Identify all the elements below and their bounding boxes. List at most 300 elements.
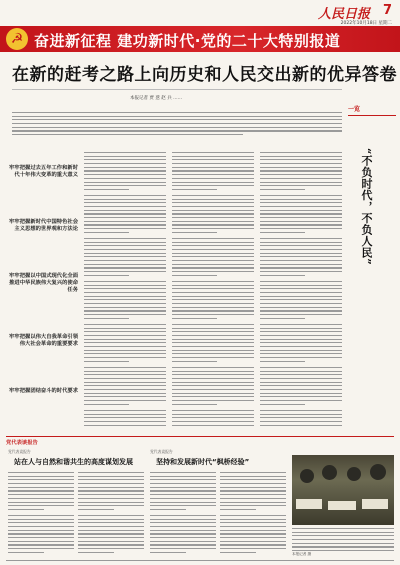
text-line [260, 228, 342, 229]
text-line [84, 417, 166, 418]
text-line [84, 374, 166, 375]
text-line [8, 490, 74, 491]
bottom-rule [6, 560, 394, 561]
text-line [260, 292, 342, 293]
text-line [172, 389, 254, 390]
text-line [84, 339, 166, 340]
text-line [84, 178, 166, 179]
text-line [172, 253, 254, 254]
text-line [84, 318, 129, 319]
text-line [260, 206, 342, 207]
text-line [8, 472, 74, 473]
text-line [260, 267, 342, 268]
text-line [8, 505, 74, 506]
text-line [172, 228, 254, 229]
text-line [172, 260, 254, 261]
text-line [260, 152, 342, 153]
text-line [172, 353, 254, 354]
text-line [84, 182, 166, 183]
text-line [78, 509, 114, 510]
text-line [260, 189, 305, 190]
text-line [84, 210, 166, 211]
text-line [84, 378, 166, 379]
text-line [84, 228, 166, 229]
text-line [78, 541, 144, 542]
text-line [172, 281, 254, 282]
text-line [172, 374, 254, 375]
text-line [78, 498, 144, 499]
text-line [172, 410, 254, 411]
text-line [84, 249, 166, 250]
text-line [84, 253, 166, 254]
text-line [172, 189, 217, 190]
text-line [292, 546, 394, 547]
text-line [78, 544, 144, 545]
text-line [172, 182, 254, 183]
text-line [260, 249, 342, 250]
text-line [84, 350, 166, 351]
section-heading[interactable]: 牢牢把握过去五年工作和新时代十年伟大变革的重大意义 [9, 165, 78, 178]
text-line [172, 199, 254, 200]
text-line [150, 552, 186, 553]
text-line [172, 417, 254, 418]
story-kicker: 党代表谈报告 [8, 449, 31, 454]
text-line [260, 253, 342, 254]
text-line [84, 264, 166, 265]
text-line [260, 303, 342, 304]
text-line [260, 389, 342, 390]
text-line [8, 522, 74, 523]
text-line [260, 271, 342, 272]
byline: 本报记者 贾 葱 赵 兵 …… [130, 96, 183, 101]
text-line [260, 245, 342, 246]
text-line [172, 206, 254, 207]
text-line [260, 174, 342, 175]
text-line [8, 526, 74, 527]
text-line [84, 199, 166, 200]
text-line [172, 346, 254, 347]
text-line [172, 350, 254, 351]
text-line [172, 156, 254, 157]
text-line [172, 404, 217, 405]
feature-title[interactable]: “不负时代，不负人民” [360, 148, 373, 266]
text-line [172, 299, 254, 300]
text-line [172, 217, 254, 218]
text-line [220, 498, 286, 499]
text-line [172, 256, 254, 257]
text-line [84, 342, 166, 343]
text-line [260, 417, 342, 418]
text-line [84, 328, 166, 329]
text-line [260, 410, 342, 411]
text-line [172, 245, 254, 246]
text-line [292, 532, 394, 533]
text-line [78, 537, 144, 538]
text-line [260, 224, 342, 225]
text-line [84, 382, 166, 383]
section-heading[interactable]: 牢牢把握以伟大自我革命引领伟大社会革命的重要要求 [9, 334, 78, 347]
text-line [260, 281, 342, 282]
special-report-banner [0, 26, 400, 52]
text-line [8, 502, 74, 503]
text-line [84, 331, 166, 332]
text-line [172, 421, 254, 422]
text-line [172, 224, 254, 225]
text-line [260, 213, 342, 214]
text-line [260, 353, 342, 354]
text-line [150, 502, 216, 503]
text-line [78, 476, 144, 477]
text-line [84, 213, 166, 214]
text-line [172, 185, 254, 186]
text-line [150, 537, 216, 538]
text-line [172, 385, 254, 386]
text-line [84, 292, 166, 293]
text-line [172, 232, 217, 233]
text-line [172, 396, 254, 397]
text-line [8, 548, 74, 549]
text-line [260, 163, 342, 164]
text-line [260, 324, 342, 325]
text-line [84, 221, 166, 222]
text-line [172, 296, 254, 297]
page-number: 7 [382, 3, 392, 18]
text-line [8, 479, 74, 480]
text-line [84, 260, 166, 261]
article-column-2 [172, 152, 254, 427]
text-line [260, 339, 342, 340]
text-line [260, 361, 305, 362]
text-line [84, 425, 166, 426]
text-line [172, 357, 254, 358]
text-line [172, 288, 254, 289]
text-line [172, 414, 254, 415]
text-line [260, 275, 305, 276]
text-line [260, 195, 342, 196]
text-line [172, 318, 217, 319]
text-line [8, 544, 74, 545]
text-line [84, 224, 166, 225]
text-line [78, 479, 144, 480]
text-line [150, 509, 186, 510]
text-line [260, 328, 342, 329]
text-line [84, 307, 166, 308]
text-line [260, 242, 342, 243]
text-line [172, 163, 254, 164]
text-line [84, 303, 166, 304]
text-line [78, 505, 144, 506]
text-line [220, 552, 256, 553]
text-line [78, 494, 144, 495]
text-line [260, 210, 342, 211]
dateline: 2022年10月18日 星期二 [340, 21, 392, 26]
text-line [78, 552, 114, 553]
text-line [172, 303, 254, 304]
text-line [84, 232, 129, 233]
text-line [172, 310, 254, 311]
text-line [84, 396, 166, 397]
text-line [84, 159, 166, 160]
text-line [172, 367, 254, 368]
text-line [84, 174, 166, 175]
text-line [260, 170, 342, 171]
text-line [8, 541, 74, 542]
text-line [220, 505, 286, 506]
text-line [292, 539, 394, 540]
text-line [172, 170, 254, 171]
text-line [172, 324, 254, 325]
text-line [150, 522, 216, 523]
text-line [172, 393, 254, 394]
text-line [172, 178, 254, 179]
text-line [84, 217, 166, 218]
text-line [84, 267, 166, 268]
text-line [150, 494, 216, 495]
text-line [260, 299, 342, 300]
text-line [260, 374, 342, 375]
text-line [260, 342, 342, 343]
text-line [260, 400, 342, 401]
text-line [84, 285, 166, 286]
text-line [84, 245, 166, 246]
text-line [172, 242, 254, 243]
text-line [172, 202, 254, 203]
text-line [260, 260, 342, 261]
text-line [84, 152, 166, 153]
text-line [84, 156, 166, 157]
text-line [84, 421, 166, 422]
article-column-1 [84, 152, 166, 427]
text-line [78, 530, 144, 531]
text-line [84, 275, 129, 276]
text-line [84, 393, 166, 394]
banner-title: 奋进新征程 建功新时代·党的二十大特别报道 [34, 32, 341, 50]
text-line [150, 476, 216, 477]
text-line [78, 519, 144, 520]
text-line [84, 281, 166, 282]
text-line [150, 487, 216, 488]
text-line [260, 256, 342, 257]
text-line [260, 371, 342, 372]
masthead-logo: 人民日报 [317, 7, 370, 22]
story-2-column-a [150, 472, 216, 557]
right-column-label: 一览 [348, 104, 396, 116]
text-line [172, 331, 254, 332]
text-line [220, 490, 286, 491]
text-line [260, 393, 342, 394]
text-line [172, 339, 254, 340]
text-line [84, 404, 129, 405]
text-line [260, 314, 342, 315]
text-line [172, 271, 254, 272]
text-line [220, 530, 286, 531]
text-line [172, 167, 254, 168]
text-line [150, 530, 216, 531]
section-label: 党代表谈报告 [6, 440, 38, 446]
text-line [84, 185, 166, 186]
story-kicker: 党代表谈报告 [150, 449, 173, 454]
text-line [260, 335, 342, 336]
text-line [8, 537, 74, 538]
text-line [8, 515, 74, 516]
text-line [260, 357, 342, 358]
text-line [172, 382, 254, 383]
text-line [84, 189, 129, 190]
text-line [84, 371, 166, 372]
text-line [172, 213, 254, 214]
text-line [150, 490, 216, 491]
text-line [220, 476, 286, 477]
text-line [260, 221, 342, 222]
text-line [172, 195, 254, 196]
text-line [8, 476, 74, 477]
text-line [220, 515, 286, 516]
text-line [150, 548, 216, 549]
text-line [172, 275, 217, 276]
story-2-column-b [220, 472, 286, 557]
text-line [260, 350, 342, 351]
text-line [172, 335, 254, 336]
text-line [260, 217, 342, 218]
story-title[interactable]: 站在人与自然和谐共生的高度谋划发展 [14, 458, 133, 466]
text-line [78, 533, 144, 534]
text-line [260, 367, 342, 368]
text-line [260, 167, 342, 168]
text-line [260, 331, 342, 332]
article-column-3 [260, 152, 342, 427]
text-line [260, 288, 342, 289]
text-line [260, 285, 342, 286]
article-lede [12, 112, 342, 142]
text-line [172, 425, 254, 426]
text-line [260, 425, 342, 426]
text-line [150, 533, 216, 534]
text-line [260, 199, 342, 200]
text-line [260, 378, 342, 379]
text-line [84, 256, 166, 257]
text-line [84, 202, 166, 203]
party-emblem-icon: ☭ [6, 28, 28, 50]
news-photo[interactable] [292, 455, 394, 525]
section-heading[interactable]: 牢牢把握以中国式现代化全面推进中华民族伟大复兴的使命任务 [9, 273, 78, 293]
text-line [260, 307, 342, 308]
text-line [172, 285, 254, 286]
text-line [172, 307, 254, 308]
text-line [172, 221, 254, 222]
text-line [260, 232, 305, 233]
text-line [260, 296, 342, 297]
text-line [150, 505, 216, 506]
text-line [220, 472, 286, 473]
text-line [260, 396, 342, 397]
text-line [260, 421, 342, 422]
section-heading[interactable]: 牢牢把握新时代中国特色社会主义思想的世界观和方法论 [9, 219, 78, 232]
text-line [172, 371, 254, 372]
right-column [348, 104, 396, 429]
text-line [78, 487, 144, 488]
text-line [220, 533, 286, 534]
text-line [260, 185, 342, 186]
text-line [150, 544, 216, 545]
text-line [172, 328, 254, 329]
text-line [220, 502, 286, 503]
text-line [220, 522, 286, 523]
text-line [8, 498, 74, 499]
text-line [150, 479, 216, 480]
text-line [220, 548, 286, 549]
text-line [150, 498, 216, 499]
text-line [8, 519, 74, 520]
text-line [84, 367, 166, 368]
text-line [150, 519, 216, 520]
text-line [260, 382, 342, 383]
text-line [8, 483, 74, 484]
text-line [84, 410, 166, 411]
text-line [84, 238, 166, 239]
text-line [220, 509, 256, 510]
text-line [84, 400, 166, 401]
text-line [84, 167, 166, 168]
text-line [84, 310, 166, 311]
text-line [84, 195, 166, 196]
text-line [78, 548, 144, 549]
section-heading[interactable]: 牢牢把握团结奋斗的时代要求 [9, 388, 78, 394]
text-line [220, 541, 286, 542]
text-line [84, 163, 166, 164]
text-line [150, 526, 216, 527]
text-line [8, 552, 44, 553]
text-line [172, 400, 254, 401]
text-line [172, 361, 217, 362]
text-line [78, 522, 144, 523]
text-line [260, 238, 342, 239]
text-line [172, 342, 254, 343]
section-bar [6, 436, 394, 444]
text-line [172, 292, 254, 293]
text-line [78, 483, 144, 484]
story-title[interactable]: 坚持和发展新时代“枫桥经验” [156, 458, 250, 466]
text-line [84, 299, 166, 300]
text-line [172, 267, 254, 268]
text-line [78, 472, 144, 473]
text-line [84, 361, 129, 362]
text-line [84, 314, 166, 315]
main-headline[interactable]: 在新的赶考之路上向历史和人民交出新的优异答卷 [12, 65, 397, 85]
text-line [78, 490, 144, 491]
text-line [260, 264, 342, 265]
text-line [260, 182, 342, 183]
text-line [84, 385, 166, 386]
text-line [84, 346, 166, 347]
text-line [172, 249, 254, 250]
text-line [84, 357, 166, 358]
text-line [220, 487, 286, 488]
text-line [172, 238, 254, 239]
story-1-column-a [8, 472, 74, 557]
text-line [172, 152, 254, 153]
text-line [84, 389, 166, 390]
text-line [84, 414, 166, 415]
text-line [260, 156, 342, 157]
text-line [172, 314, 254, 315]
text-line [8, 494, 74, 495]
text-line [292, 535, 394, 536]
text-line [84, 170, 166, 171]
text-line [84, 271, 166, 272]
text-line [260, 385, 342, 386]
text-line [172, 174, 254, 175]
text-line [260, 159, 342, 160]
